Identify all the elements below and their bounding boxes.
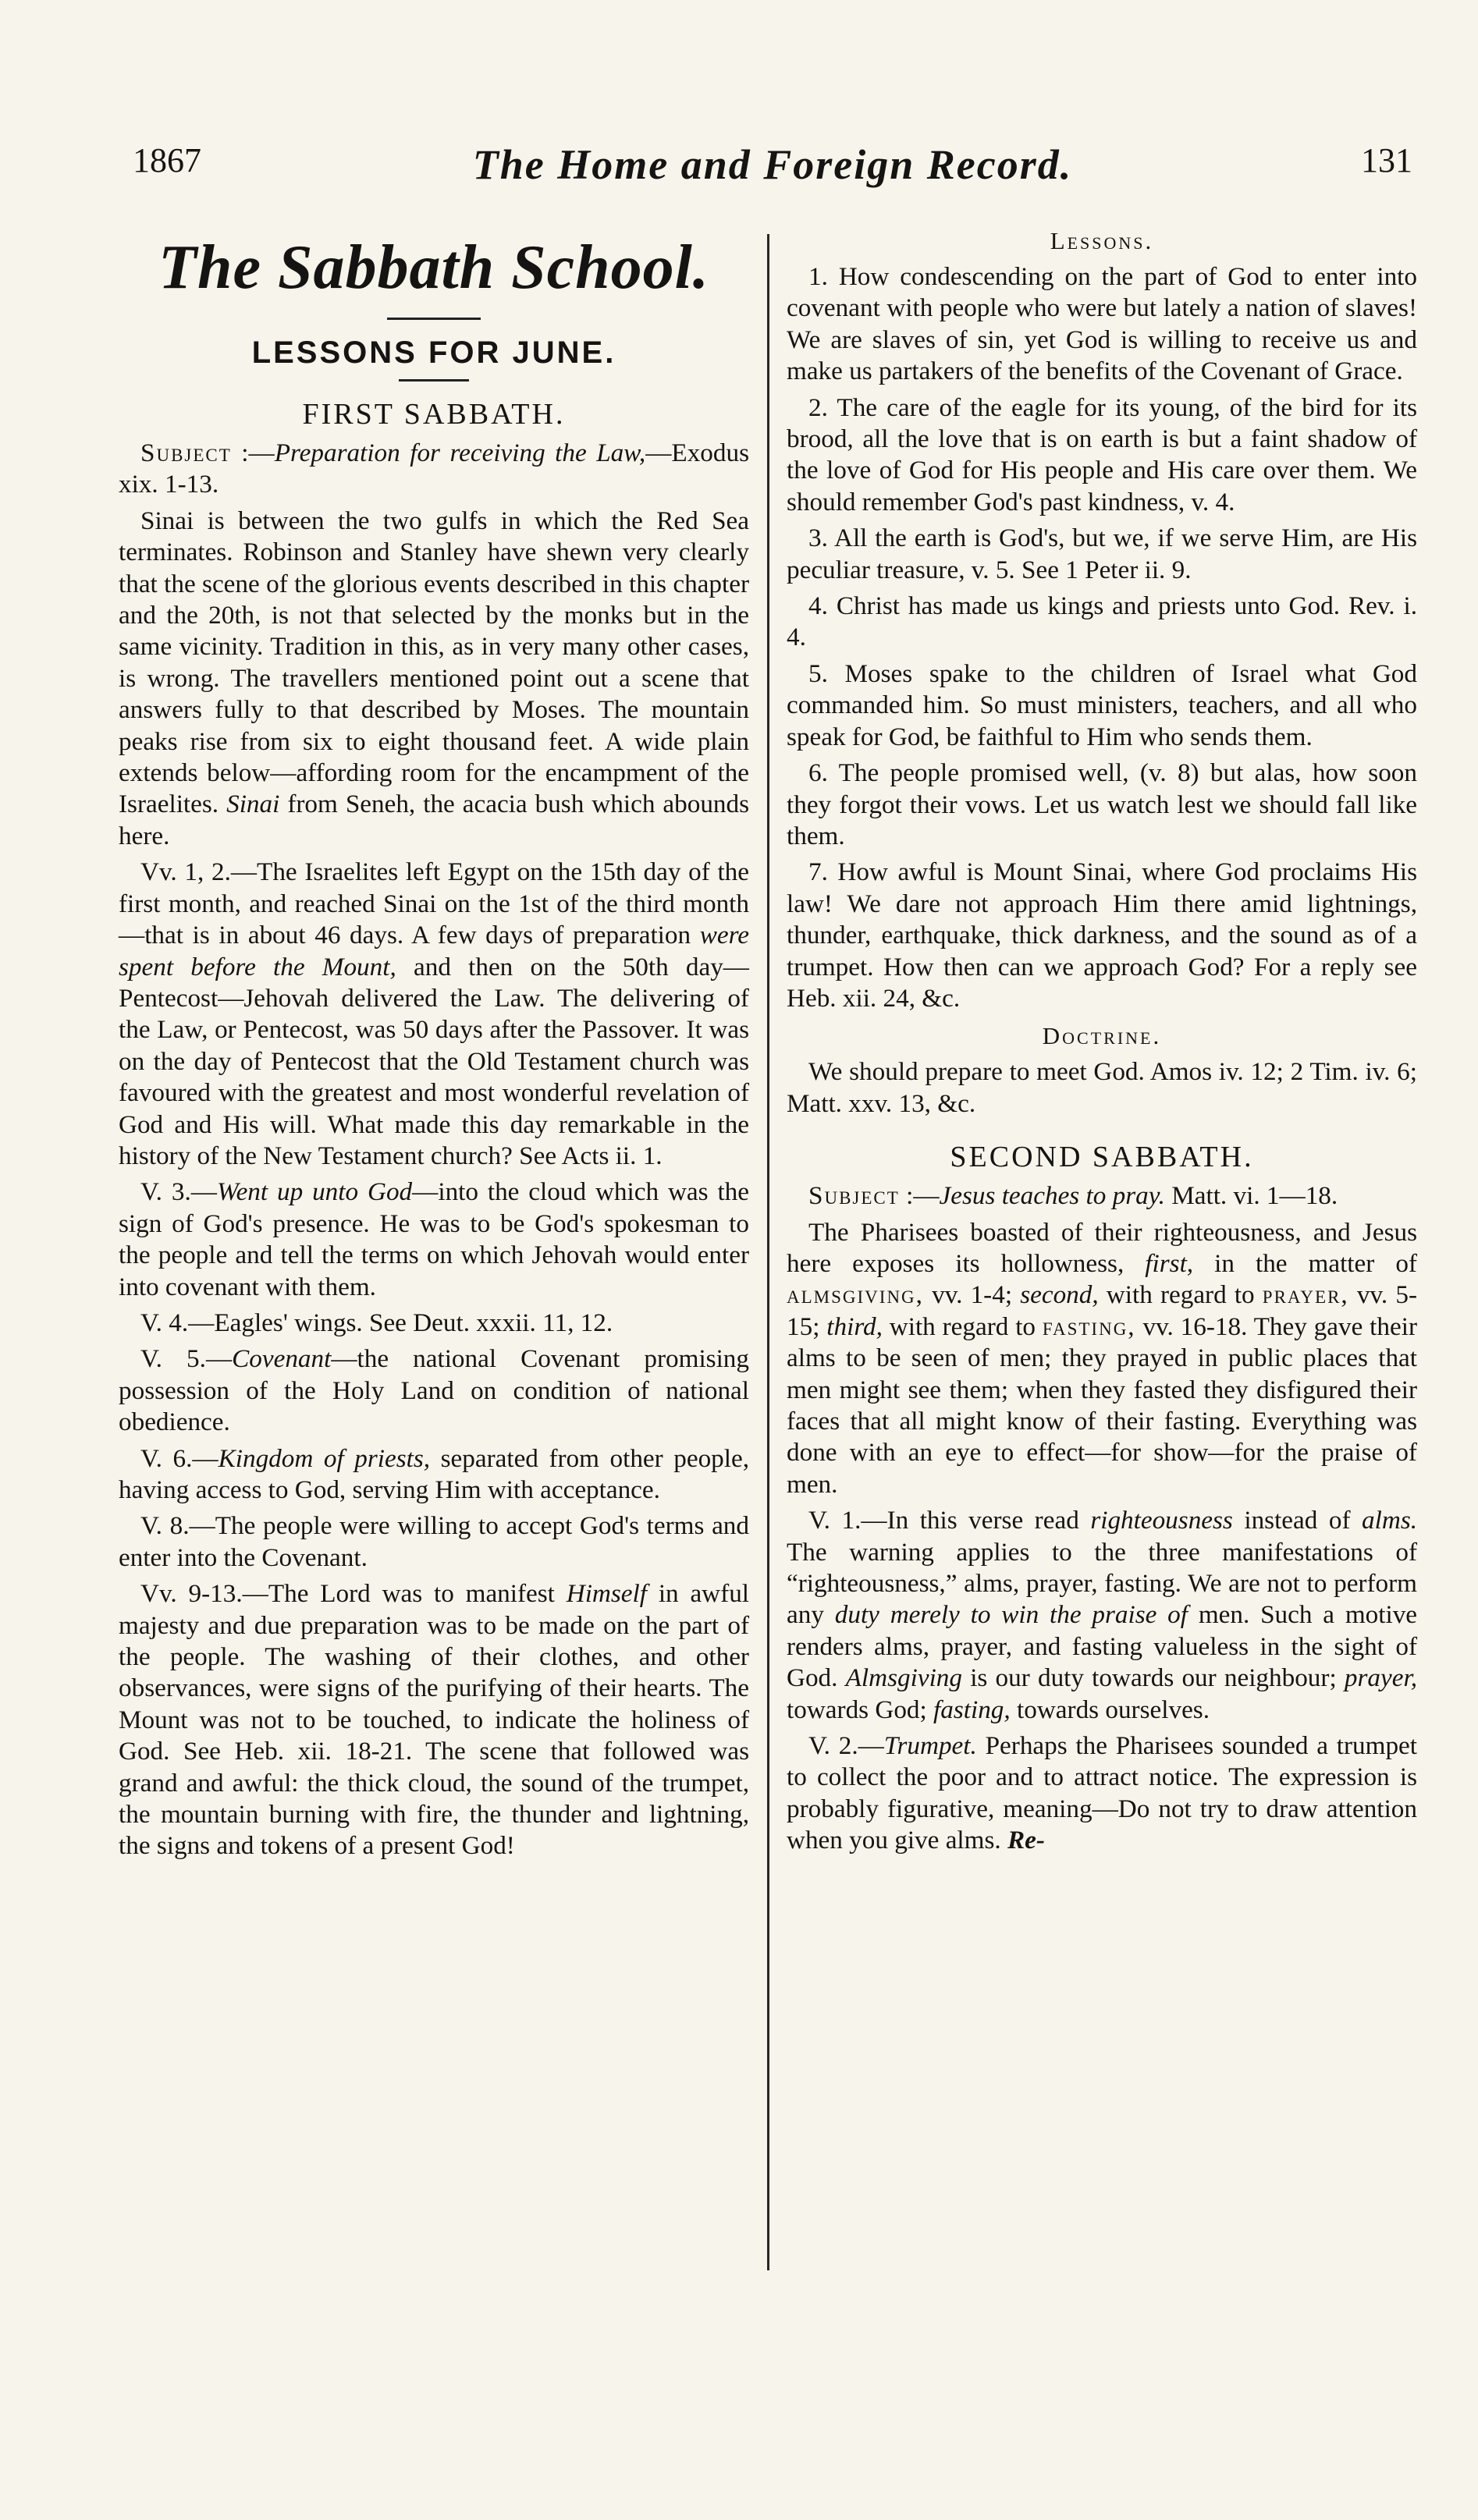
- header-year: 1867: [133, 141, 201, 179]
- paragraph-sinai: Sinai is between the two gulfs in which the Red Sea terminates. Robinson and Stanley have shewn very clearly that the scene of the glorious events described in this chapter and the 20th, is not that selected by the monks but in the same vicinity. Tradition in this, as in very many other cases, is wrong. The travellers mentioned point out a scene that answers fully to that described by Moses. The mountain peaks rise from six to eight thousand feet. A wide plain extends below—affording room for the encampment of the Israelites. Sinai from Seneh, the acacia bush which abounds here.: [119, 506, 750, 850]
- paragraph-v-5: V. 5.—Covenant—the national Covenant promising possession of the Holy Land on condition of national obedience.: [119, 1344, 749, 1437]
- running-header: [133, 140, 1412, 211]
- paragraph-v-6: V. 6.—Kingdom of priests, separated from other people, having access to God, serving Him with acceptance.: [119, 1443, 750, 1504]
- paragraph-v-2: V. 2.—Trumpet. Perhaps the Pharisees sounded a trumpet to collect the poor and to attract notice. The expression is probably figurative, meaning—Do not try to draw attention when you give alms. Re-: [787, 1731, 1418, 1855]
- left-column: [119, 222, 749, 1867]
- lessons-for-heading: LESSONS FOR JUNE.: [251, 335, 616, 370]
- lesson-4: 4. Christ has made us kings and priests unto God. Rev. i. 4.: [787, 591, 1417, 652]
- heading-rule: [399, 379, 469, 382]
- second-sabbath-heading: SECOND SABBATH.: [950, 1141, 1254, 1174]
- section-title: The Sabbath School.: [158, 233, 709, 302]
- paragraph-v-3: V. 3.—Went up unto God—into the cloud which was the sign of God's presence. He was to be God's spokesman to the people and tell the terms on which Jehovah would enter into covenant with them.: [119, 1177, 749, 1301]
- subject-line-2: Subject :—Jesus teaches to pray. Matt. vi. 1—18.: [808, 1181, 1338, 1211]
- column-divider: [767, 234, 769, 2270]
- subject-label: Subject: [140, 438, 232, 467]
- lesson-3: 3. All the earth is God's, but we, if we serve Him, are His peculiar treasure, v. 5. See 1 Peter ii. 9.: [787, 524, 1417, 584]
- page-number: 131: [1361, 141, 1412, 179]
- right-column: [787, 222, 1417, 1862]
- paragraph-v-8: V. 8.—The people were willing to accept God's terms and enter into the Covenant.: [119, 1511, 749, 1572]
- journal-title: The Home and Foreign Record.: [472, 141, 1073, 188]
- lesson-2: 2. The care of the eagle for its young, of the bird for its brood, all the love that is on earth is but a faint shadow of the love of God for His people and His care over them. We should remember God's past kindness, v. 4.: [787, 392, 1417, 516]
- paragraph-vv-9-13: Vv. 9-13.—The Lord was to manifest Himself in awful majesty and due preparation was to be made on the part of the people. The washing of their clothes, and other observances, were signs of the purifying of their hearts. The Mount was not to be touched, to indicate the holiness of God. See Heb. xii. 18-21. The scene that followed was grand and awful: the thick cloud, the sound of the trumpet, the mountain burning with fire, the thunder and lightning, the signs and tokens of a present God!: [119, 1579, 750, 1861]
- paragraph-v-1: V. 1.—In this verse read righteousness instead of alms. The warning applies to the three manifestations of “righteousness,” alms, prayer, fasting. We are not to perform any duty merely to win the praise of men. Such a motive renders alms, prayer, and fasting valueless in the sight of God. Almsgiving is our duty towards our neighbour; prayer, towards God; fasting, towards ourselves.: [787, 1506, 1418, 1724]
- lesson-1: 1. How condescending on the part of God to enter into covenant with people who were but lately a nation of slaves! We are slaves of sin, yet God is willing to receive us and make us partakers of the benefits of the Covenant of Grace.: [787, 262, 1417, 386]
- lesson-6: 6. The people promised well, (v. 8) but alas, how soon they forgot their vows. Let us watch lest we should fall like them.: [787, 758, 1417, 850]
- title-rule: [387, 318, 481, 320]
- lesson-5: 5. Moses spake to the children of Israel what God commanded him. So must ministers, teachers, and all who speak for God, be faithful to Him who sends them.: [787, 658, 1417, 751]
- lessons-heading: Lessons.: [1050, 227, 1154, 254]
- paragraph-pharisees: The Pharisees boasted of their righteousness, and Jesus here exposes its hollowness, first, in the matter of almsgiving, vv. 1-4; second, with regard to prayer, vv. 5-15; third, with regard to fasting, vv. 16-18. They gave their alms to be seen of men; they prayed in public places that men might see them; when they fasted they disfigured their faces that all might know of their fasting. Everything was done with an eye to effect—for show—for the praise of men.: [787, 1217, 1418, 1499]
- paragraph-vv-1-2: Vv. 1, 2.—The Israelites left Egypt on the 15th day of the first month, and reached Sinai on the 1st of the third month—that is in about 46 days. A few days of preparation were spent before the Mount, and then on the 50th day—Pentecost—Jehovah delivered the Law. The delivering of the Law, or Pentecost, was 50 days after the Passover. It was on the day of Pentecost that the Old Testament church was favoured with the greatest and most wonderful revelation of God and His will. What made this day remarkable in the history of the New Testament church? See Acts ii. 1.: [119, 857, 750, 1170]
- paragraph-v-4: V. 4.—Eagles' wings. See Deut. xxxii. 11, 12.: [140, 1308, 613, 1337]
- subject-line: Subject :—Preparation for receiving the Law,—Exodus xix. 1-13.: [119, 438, 749, 499]
- subject-title: Preparation for receiving the Law,: [274, 438, 646, 467]
- first-sabbath-heading: FIRST SABBATH.: [302, 398, 566, 431]
- doctrine-heading: Doctrine.: [1042, 1022, 1162, 1050]
- doctrine-text: We should prepare to meet God. Amos iv. 12; 2 Tim. iv. 6; Matt. xxv. 13, &c.: [787, 1057, 1417, 1118]
- lesson-7: 7. How awful is Mount Sinai, where God proclaims His law! We dare not approach Him there amid lightnings, thunder, earthquake, thick darkness, and the sound as of a trumpet. How then can we approach God? For a reply see Heb. xii. 24, &c.: [787, 857, 1417, 1013]
